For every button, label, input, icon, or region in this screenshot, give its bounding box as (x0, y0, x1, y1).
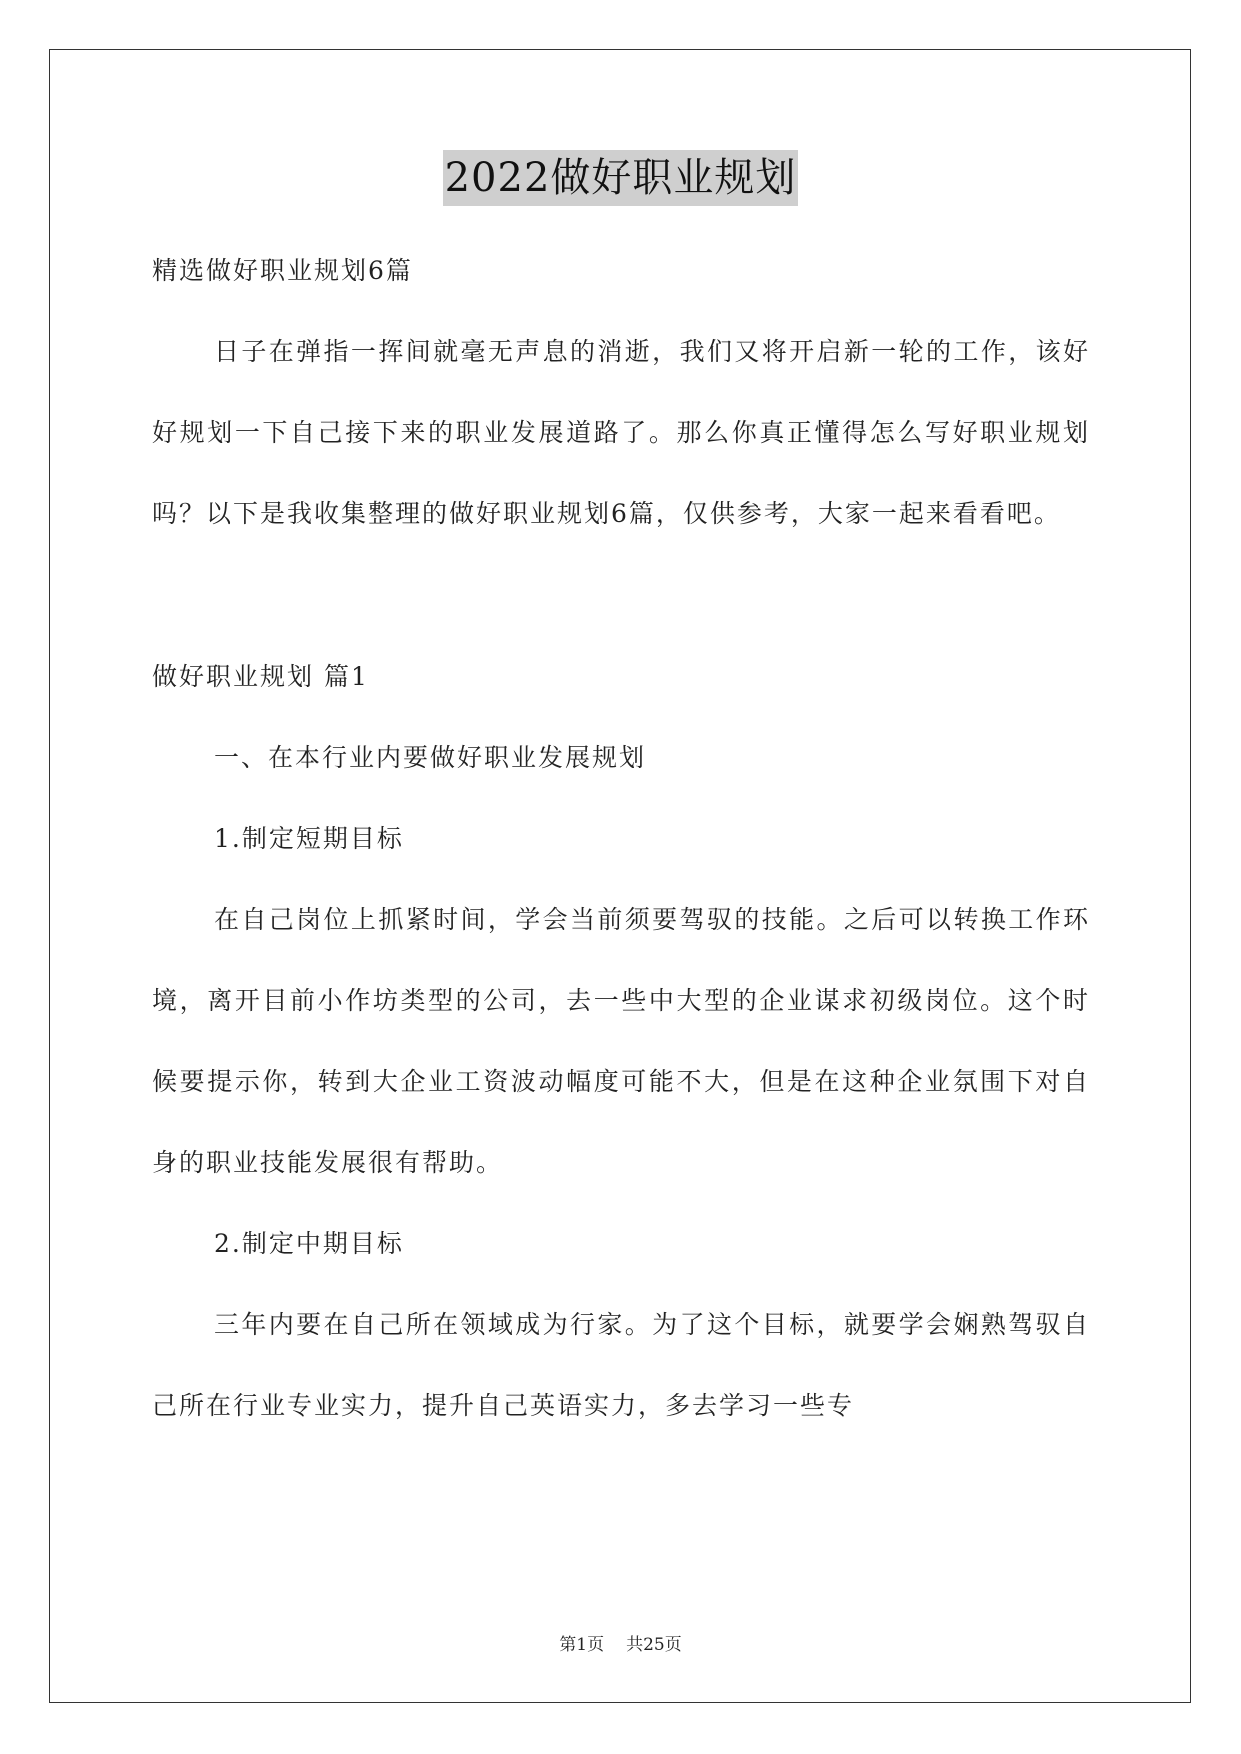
section-heading: 做好职业规划 篇1 (152, 662, 369, 691)
document-subtitle: 精选做好职业规划6篇 (152, 256, 413, 285)
item-heading-1: 一、在本行业内要做好职业发展规划 (214, 743, 647, 772)
item-heading-1-2: 2.制定中期目标 (214, 1229, 404, 1258)
section-spacer (152, 554, 1090, 636)
document-title: 2022做好职业规划 (443, 150, 799, 206)
body-paragraph-1: 在自己岗位上抓紧时间，学会当前须要驾驭的技能。之后可以转换工作环境，离开目前小作坊类型的公司，去一些中大型的企业谋求初级岗位。这个时候要提示你，转到大企业工资波动幅度可能不大，但是在这种企业氛围下对自身的职业技能发展很有帮助。 (152, 905, 1090, 1177)
document-body (152, 230, 1090, 1446)
item-heading-1-1: 1.制定短期目标 (214, 824, 404, 853)
intro-paragraph: 日子在弹指一挥间就毫无声息的消逝，我们又将开启新一轮的工作，该好好规划一下自己接下来的职业发展道路了。那么你真正懂得怎么写好职业规划吗？以下是我收集整理的做好职业规划6篇，仅供参考，大家一起来看看吧。 (152, 337, 1090, 528)
page-footer (0, 1630, 1241, 1655)
total-pages: 共25页 (626, 1635, 682, 1655)
title-container (0, 150, 1241, 206)
page-number: 第1页 (559, 1635, 605, 1655)
body-paragraph-2: 三年内要在自己所在领域成为行家。为了这个目标，就要学会娴熟驾驭自己所在行业专业实力，提升自己英语实力，多去学习一些专 (152, 1310, 1090, 1420)
